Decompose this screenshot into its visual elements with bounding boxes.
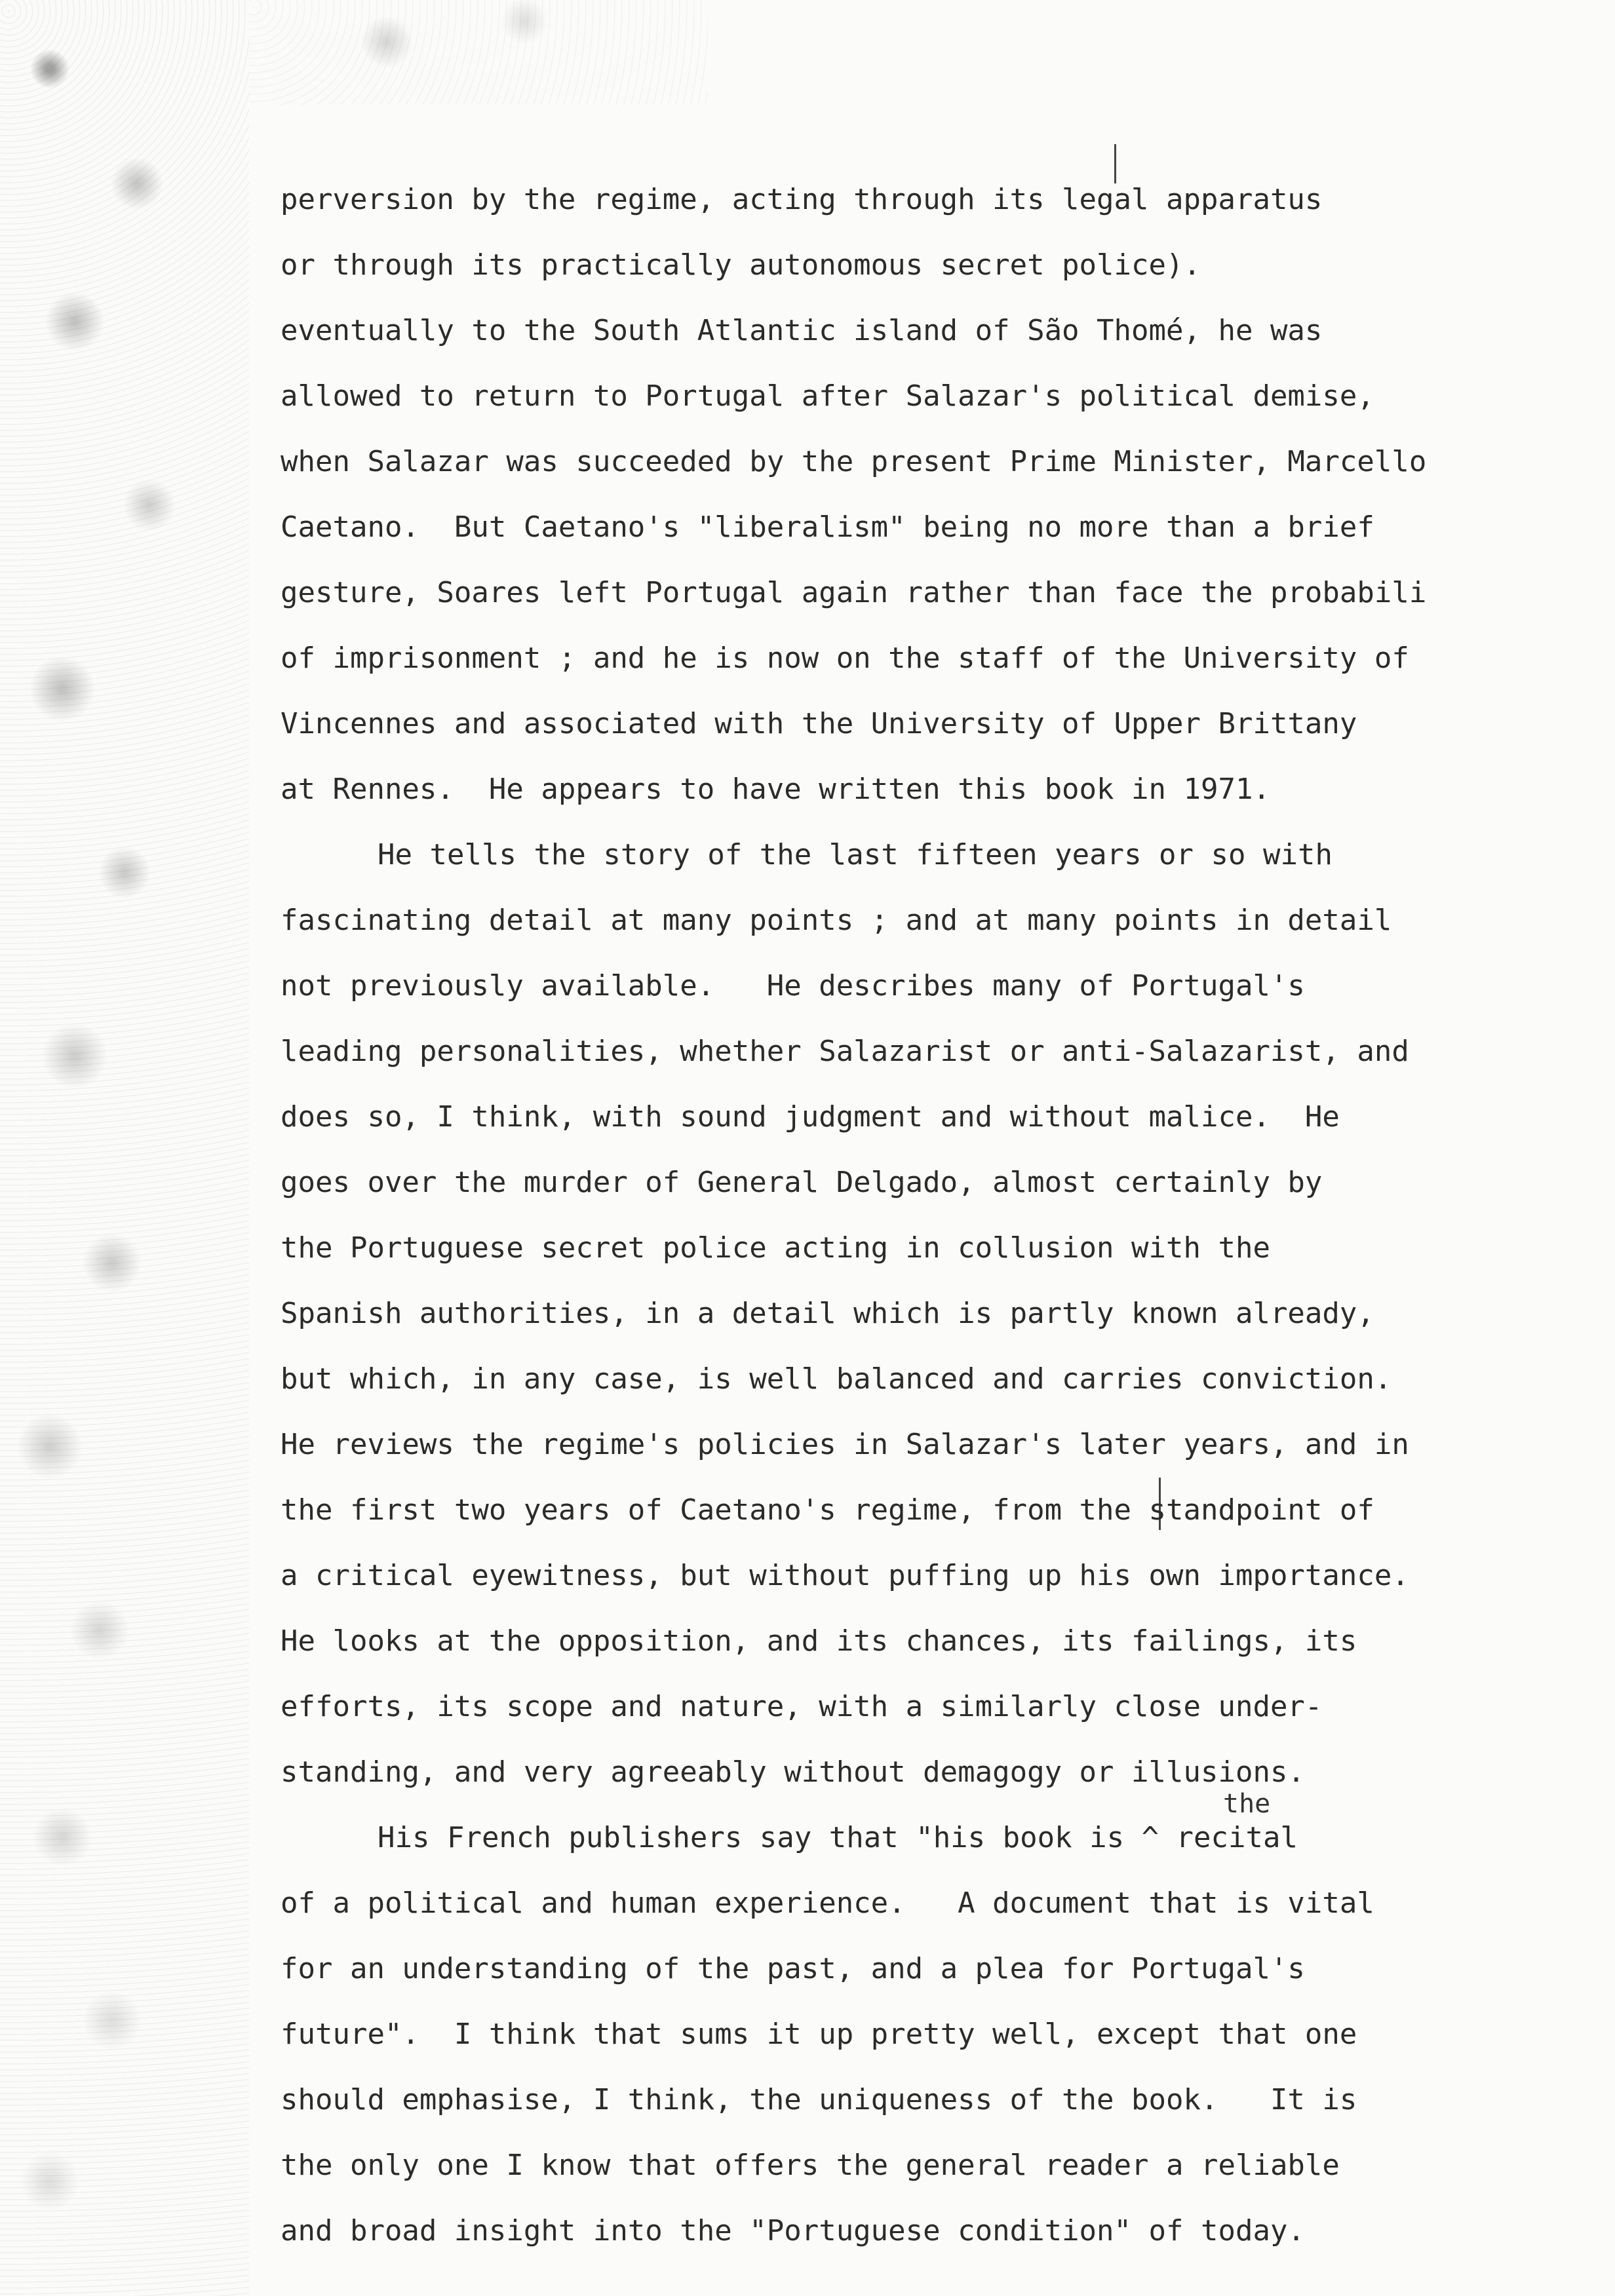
text-line: when Salazar was succeeded by the present Prime Minister, Marcello	[281, 445, 1427, 478]
text-line: of imprisonment ; and he is now on the staff of the University of	[281, 641, 1409, 675]
text-line: not previously available. He describes many of Portugal's	[281, 969, 1305, 1003]
text-line: He looks at the opposition, and its chances, its failings, its	[281, 1624, 1357, 1658]
text-line: allowed to return to Portugal after Salazar's political demise,	[281, 379, 1374, 413]
text-line: fascinating detail at many points ; and at many points in detail	[281, 904, 1392, 937]
text-line: the first two years of Caetano's regime, from the standpoint of	[281, 1493, 1374, 1527]
handwritten-insertion: the	[1223, 1789, 1271, 1819]
text-line: perversion by the regime, acting through its legal apparatus	[281, 183, 1323, 216]
photocopy-speckle-margin	[0, 0, 249, 2296]
text-line: leading personalities, whether Salazarist or anti-Salazarist, and	[281, 1035, 1409, 1068]
pen-mark	[1114, 144, 1116, 183]
text-line: but which, in any case, is well balanced and carries conviction.	[281, 1362, 1392, 1396]
text-line: the Portuguese secret police acting in collusion with the	[281, 1231, 1270, 1265]
text-line: should emphasise, I think, the uniqueness of the book. It is	[281, 2083, 1357, 2116]
paragraph-start-line: He tells the story of the last fifteen years or so with	[378, 838, 1333, 871]
text-line: a critical eyewitness, but without puffing up his own importance.	[281, 1559, 1409, 1592]
text-line: future". I think that sums it up pretty well, except that one	[281, 2018, 1357, 2051]
typed-text-body	[281, 180, 1578, 2277]
text-line: gesture, Soares left Portugal again rather than face the probabili	[281, 576, 1427, 609]
text-line: the only one I know that offers the general reader a reliable	[281, 2149, 1340, 2182]
text-line: and broad insight into the "Portuguese condition" of today.	[281, 2214, 1305, 2248]
text-line: Spanish authorities, in a detail which is partly known already,	[281, 1297, 1374, 1330]
photocopy-speckle-top	[249, 0, 708, 105]
text-line: at Rennes. He appears to have written this book in 1971.	[281, 773, 1270, 806]
text-line: or through its practically autonomous secret police).	[281, 248, 1201, 282]
text-line: does so, I think, with sound judgment and without malice. He	[281, 1100, 1340, 1134]
text-line: He reviews the regime's policies in Salazar's later years, and in	[281, 1428, 1409, 1461]
text-line: of a political and human experience. A document that is vital	[281, 1886, 1374, 1920]
text-line: efforts, its scope and nature, with a similarly close under-	[281, 1690, 1323, 1723]
text-line: standing, and very agreeably without demagogy or illusions.	[281, 1755, 1305, 1789]
text-line: Vincennes and associated with the University of Upper Brittany	[281, 707, 1357, 740]
paragraph-start-line: His French publishers say that "his book is ^ recital	[378, 1821, 1298, 1854]
text-line: for an understanding of the past, and a plea for Portugal's	[281, 1952, 1305, 1985]
text-line: Caetano. But Caetano's "liberalism" being no more than a brief	[281, 510, 1374, 544]
text-line: goes over the murder of General Delgado, almost certainly by	[281, 1166, 1323, 1199]
text-line: eventually to the South Atlantic island of São Thomé, he was	[281, 314, 1323, 347]
